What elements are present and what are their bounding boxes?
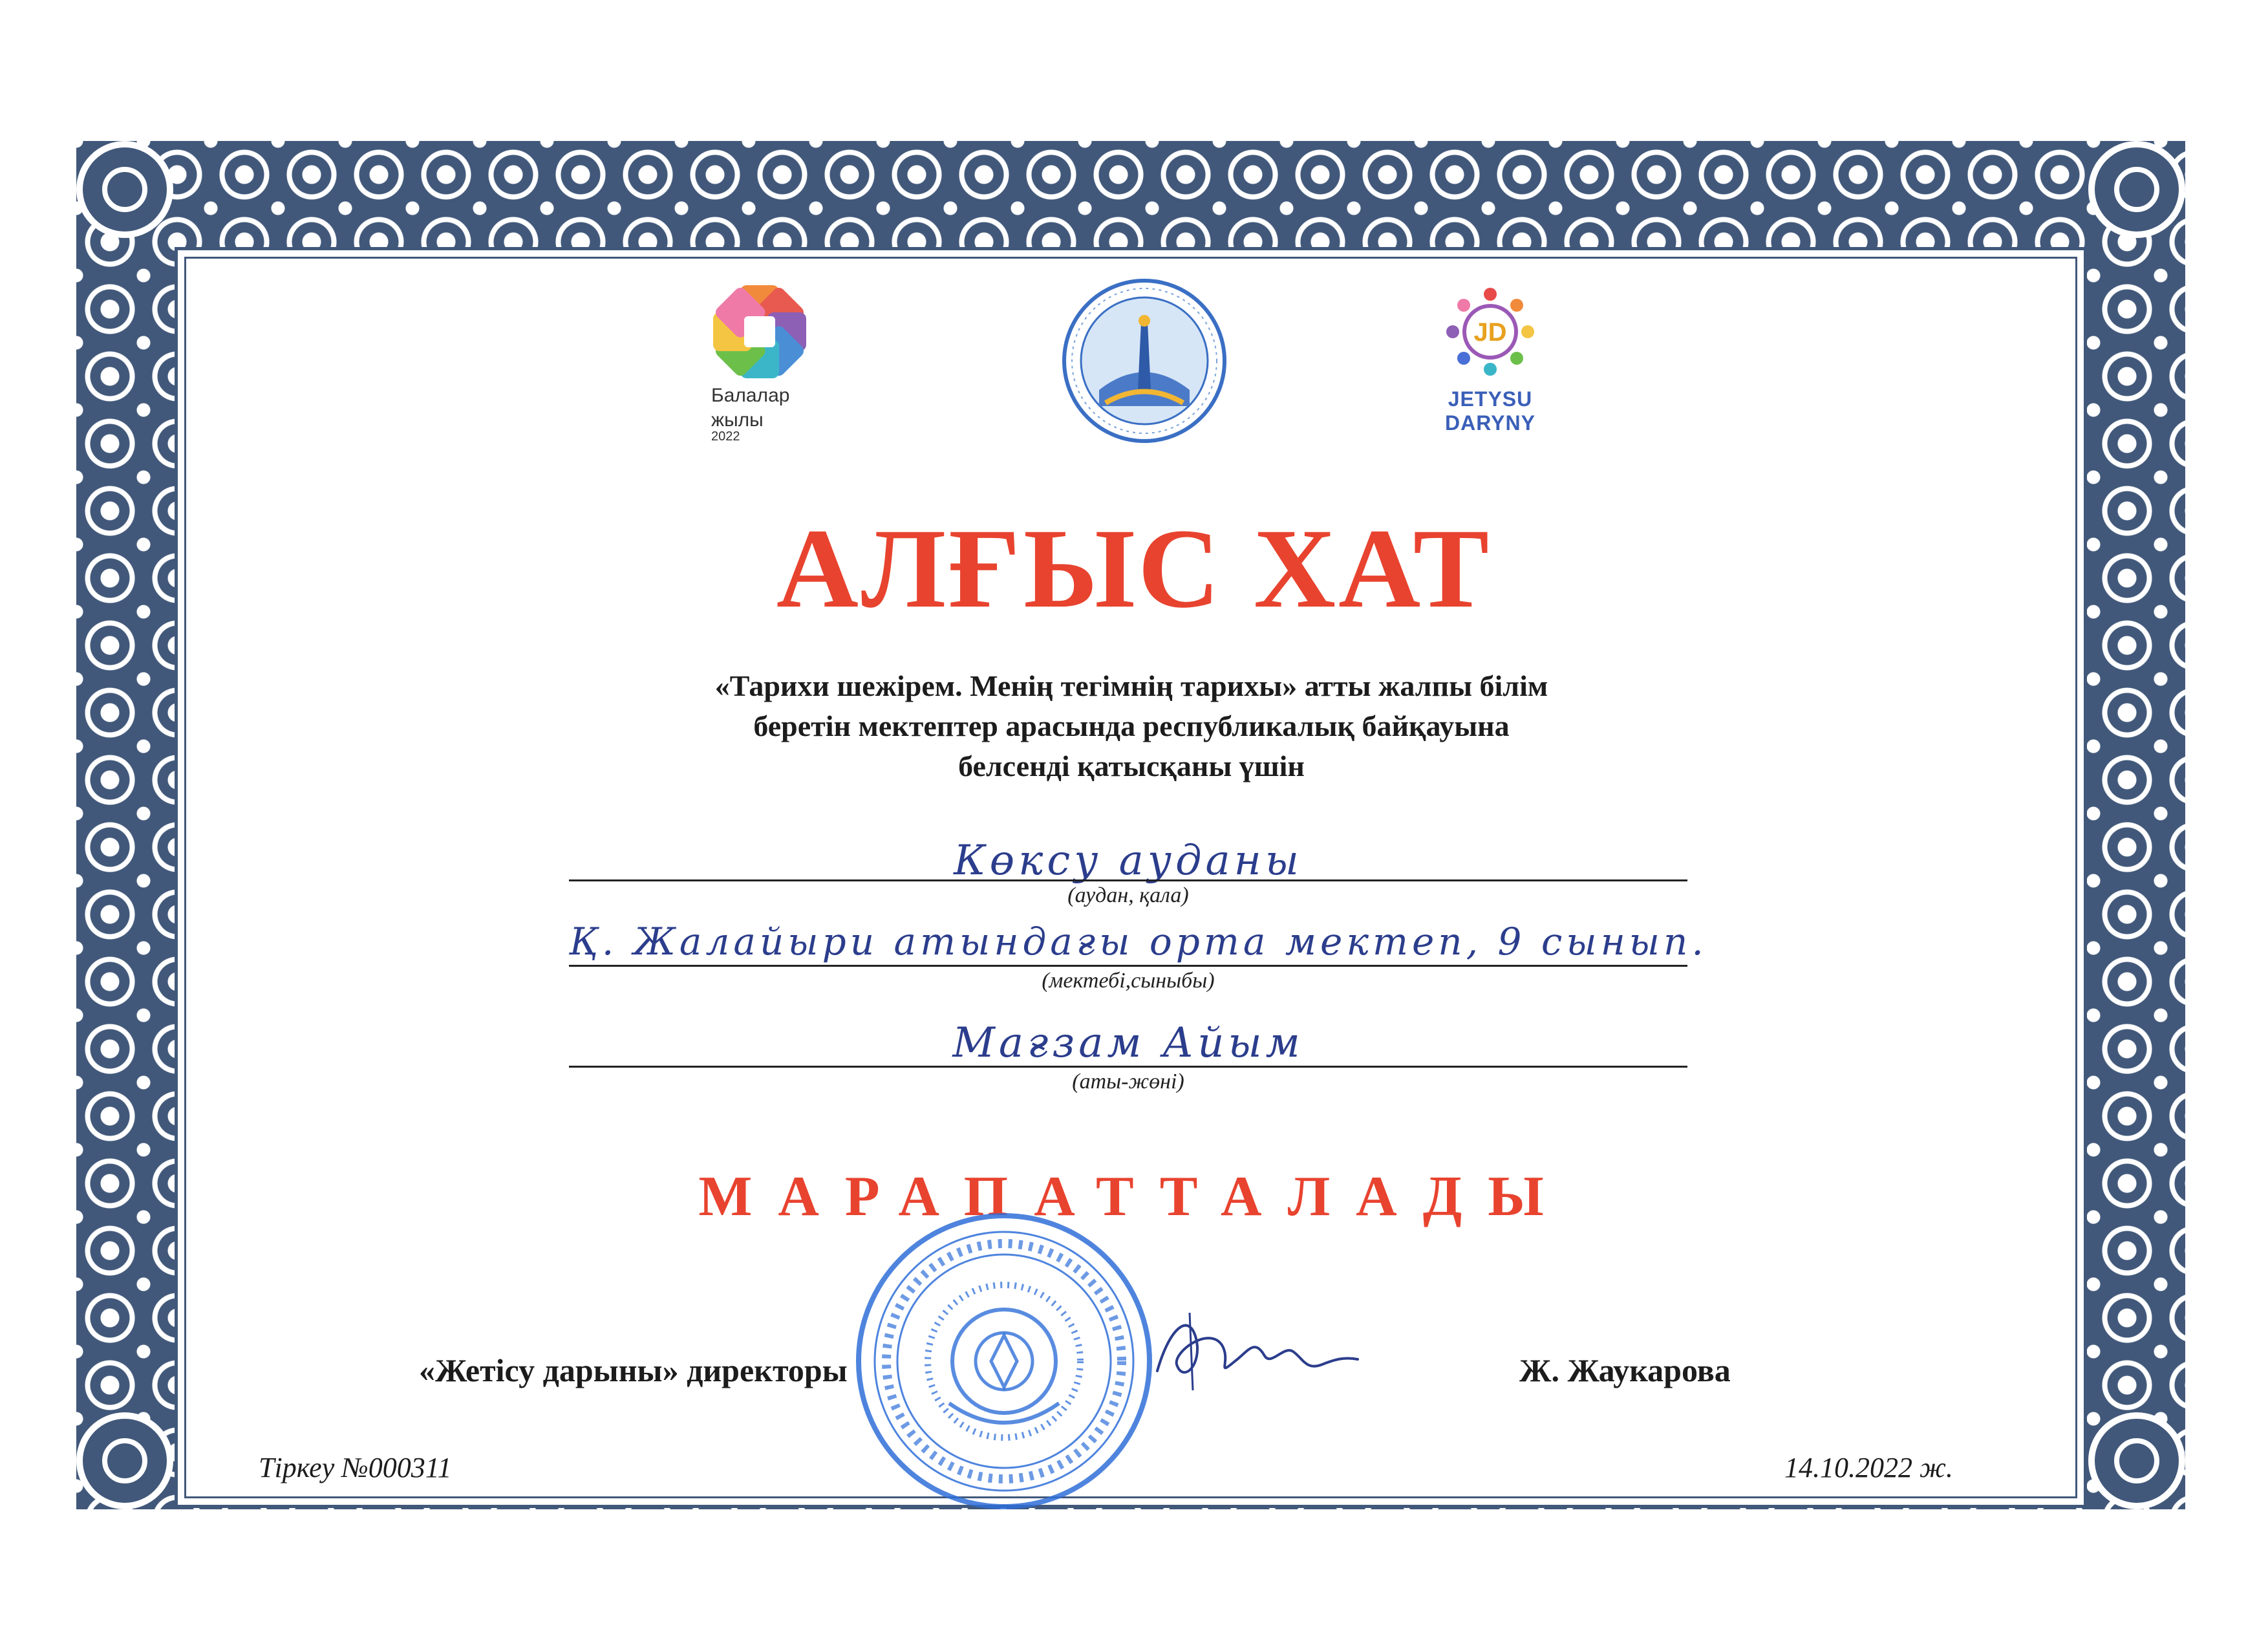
education-department-emblem [1060, 277, 1228, 445]
corner-ornament-bottom-left [76, 1412, 173, 1509]
awarded-label: МАРАПАТТАЛАДЫ [698, 1165, 1570, 1228]
name-field [569, 996, 1687, 1099]
award-reason [517, 666, 1746, 786]
school-value: Қ. Жалайыри атындағы орта мектеп, 9 сынып. [569, 920, 1707, 964]
official-stamp-icon [852, 1209, 1156, 1513]
district-hint: (аудан, қала) [1067, 883, 1189, 907]
director-role: «Жетісу дарыны» директоры [419, 1352, 848, 1388]
award-reason-line3: белсенді қатысқаны үшін [958, 749, 1305, 782]
corner-ornament-top-right [2088, 141, 2185, 238]
balalar-zhyly-logo [711, 283, 808, 444]
district-underline [569, 879, 1687, 881]
balalar-line1: Балалар [711, 385, 790, 406]
name-hint: (аты-жөні) [1072, 1070, 1184, 1094]
certificate-title: АЛҒЫС ХАТ [776, 506, 1492, 632]
district-value: Көксу ауданы [954, 837, 1303, 885]
jetysu-daryny-name: JETYSU DARYNY [1445, 387, 1535, 435]
issue-date: 14.10.2022 ж. [1784, 1452, 1953, 1483]
school-hint: (мектебі,сыныбы) [1042, 969, 1215, 993]
name-underline [569, 1066, 1687, 1068]
director-name: Ж. Жаукарова [1519, 1352, 1731, 1388]
flower-icon [711, 283, 808, 380]
school-field [569, 892, 1707, 996]
award-reason-line2: беретін мектептер арасында республикалық байқауына [753, 709, 1510, 742]
emblem-icon [1060, 277, 1228, 445]
award-reason-line1: «Тарихи шежірем. Менің тегімнің тарихы» атты жалпы білім [714, 669, 1548, 702]
recipient-name-value: Мағзам Айым [952, 1019, 1304, 1067]
corner-ornament-top-left [76, 141, 173, 238]
registration-number: Тіркеу №000311 [259, 1452, 452, 1483]
director-signature [1144, 1300, 1364, 1397]
balalar-line2: жылы [711, 409, 764, 431]
school-underline [569, 965, 1687, 967]
jd-mark: JD [1473, 318, 1507, 347]
corner-ornament-bottom-right [2088, 1412, 2185, 1509]
balalar-year: 2022 [711, 429, 740, 444]
people-circle-icon [1403, 283, 1578, 380]
jetysu-daryny-logo [1403, 283, 1578, 435]
